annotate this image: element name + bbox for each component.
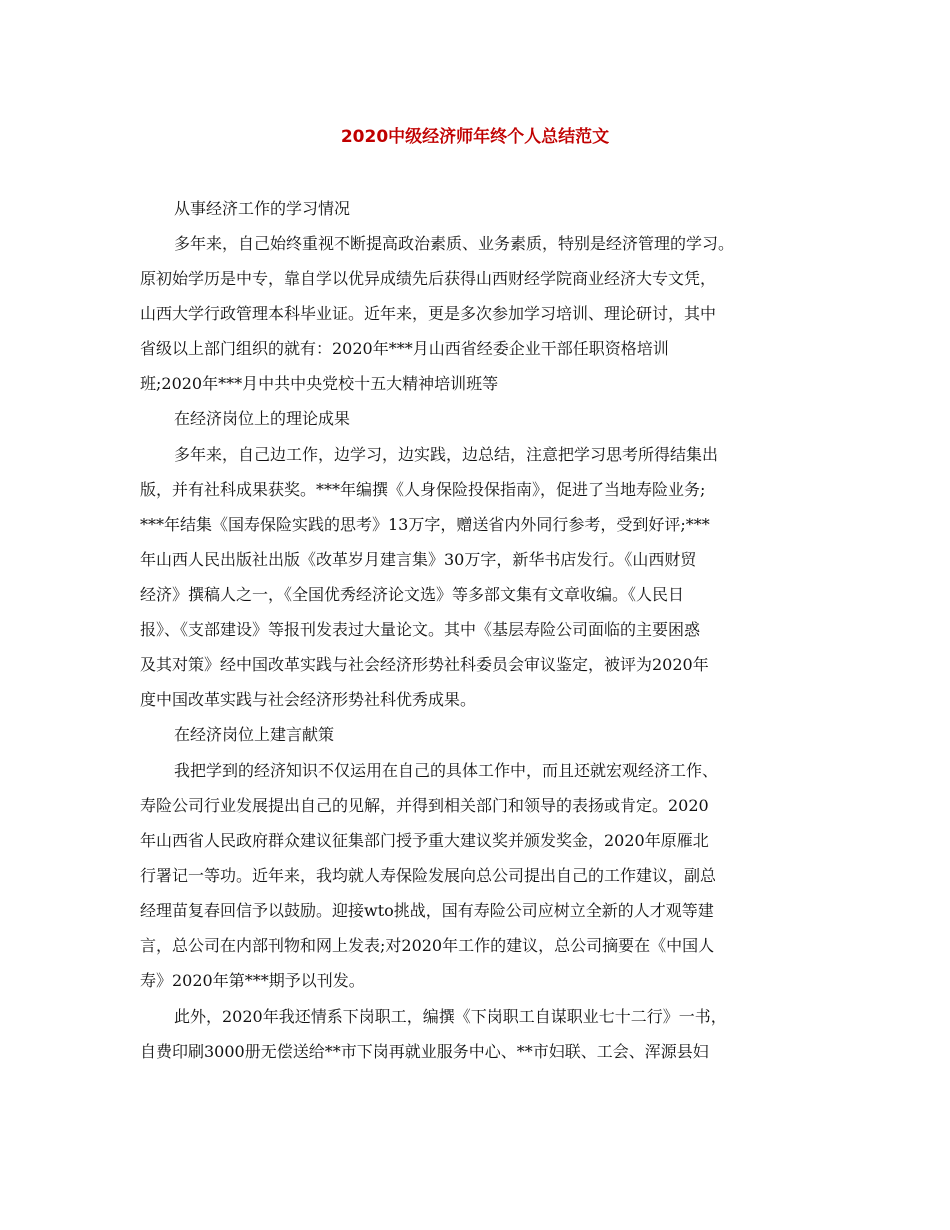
paragraph-line: 山西大学行政管理本科毕业证。近年来，更是多次参加学习培训、理论研讨，其中 [140, 304, 717, 323]
paragraph-line: 原初始学历是中专，靠自学以优异成绩先后获得山西财经学院商业经济大专文凭， [140, 269, 717, 288]
paragraph-line: 及其对策》经中国改革实践与社会经济形势社科委员会审议鉴定，被评为2020年 [140, 655, 709, 674]
paragraph-line: 报》、《支部建设》等报刊发表过大量论文。其中《基层寿险公司面临的主要困惑 [140, 620, 701, 639]
paragraph-line: 行署记一等功。近年来，我均就人寿保险发展向总公司提出自己的工作建议，副总 [140, 866, 717, 885]
paragraph-line: 年山西省人民政府群众建议征集部门授予重大建议奖并颁发奖金，2020年原雁北 [140, 831, 709, 850]
paragraph-line: 度中国改革实践与社会经济形势社科优秀成果。 [140, 690, 477, 709]
paragraph-line: 寿》2020年第***期予以刊发。 [140, 971, 365, 990]
section-heading-theory: 在经济岗位上的理论成果 [174, 409, 351, 428]
section-heading-advice: 在经济岗位上建言献策 [174, 725, 335, 744]
paragraph-line: 省级以上部门组织的就有：2020年***月山西省经委企业干部任职资格培训 [140, 339, 669, 358]
paragraph-line: 年山西人民出版社出版《改革岁月建言集》30万字，新华书店发行。《山西财贸 [140, 550, 697, 569]
paragraph-line: 我把学到的经济知识不仅运用在自己的具体工作中，而且还就宏观经济工作、 [174, 761, 719, 780]
section-heading-study: 从事经济工作的学习情况 [174, 199, 351, 218]
paragraph-line: 自费印刷3000册无偿送给**市下岗再就业服务中心、**市妇联、工会、浑源县妇 [140, 1042, 709, 1061]
paragraph-line: 此外，2020年我还情系下岗职工，编撰《下岗职工自谋职业七十二行》一书， [174, 1007, 727, 1026]
paragraph-line: 多年来，自己始终重视不断提高政治素质、业务素质，特别是经济管理的学习。 [174, 234, 735, 253]
paragraph-line: ***年结集《国寿保险实践的思考》13万字，赠送省内外同行参考，受到好评;*** [140, 515, 710, 534]
paragraph-line: 版，并有社科成果获奖。***年编撰《人身保险投保指南》，促进了当地寿险业务; [140, 480, 706, 499]
document-title: 2020中级经济师年终个人总结范文 [340, 127, 610, 147]
paragraph-line: 班;2020年***月中共中央党校十五大精神培训班等 [140, 374, 499, 393]
paragraph-line: 经济》撰稿人之一，《全国优秀经济论文选》等多部文集有文章收编。《人民日 [140, 585, 685, 604]
paragraph-line: 寿险公司行业发展提出自己的见解，并得到相关部门和领导的表扬或肯定。2020 [140, 796, 709, 815]
paragraph-line: 言，总公司在内部刊物和网上发表;对2020年工作的建议，总公司摘要在《中国人 [140, 936, 715, 955]
paragraph-line: 多年来，自己边工作，边学习，边实践，边总结，注意把学习思考所得结集出 [174, 445, 719, 464]
paragraph-line: 经理苗复春回信予以鼓励。迎接wto挑战，国有寿险公司应树立全新的人才观等建 [140, 901, 714, 920]
